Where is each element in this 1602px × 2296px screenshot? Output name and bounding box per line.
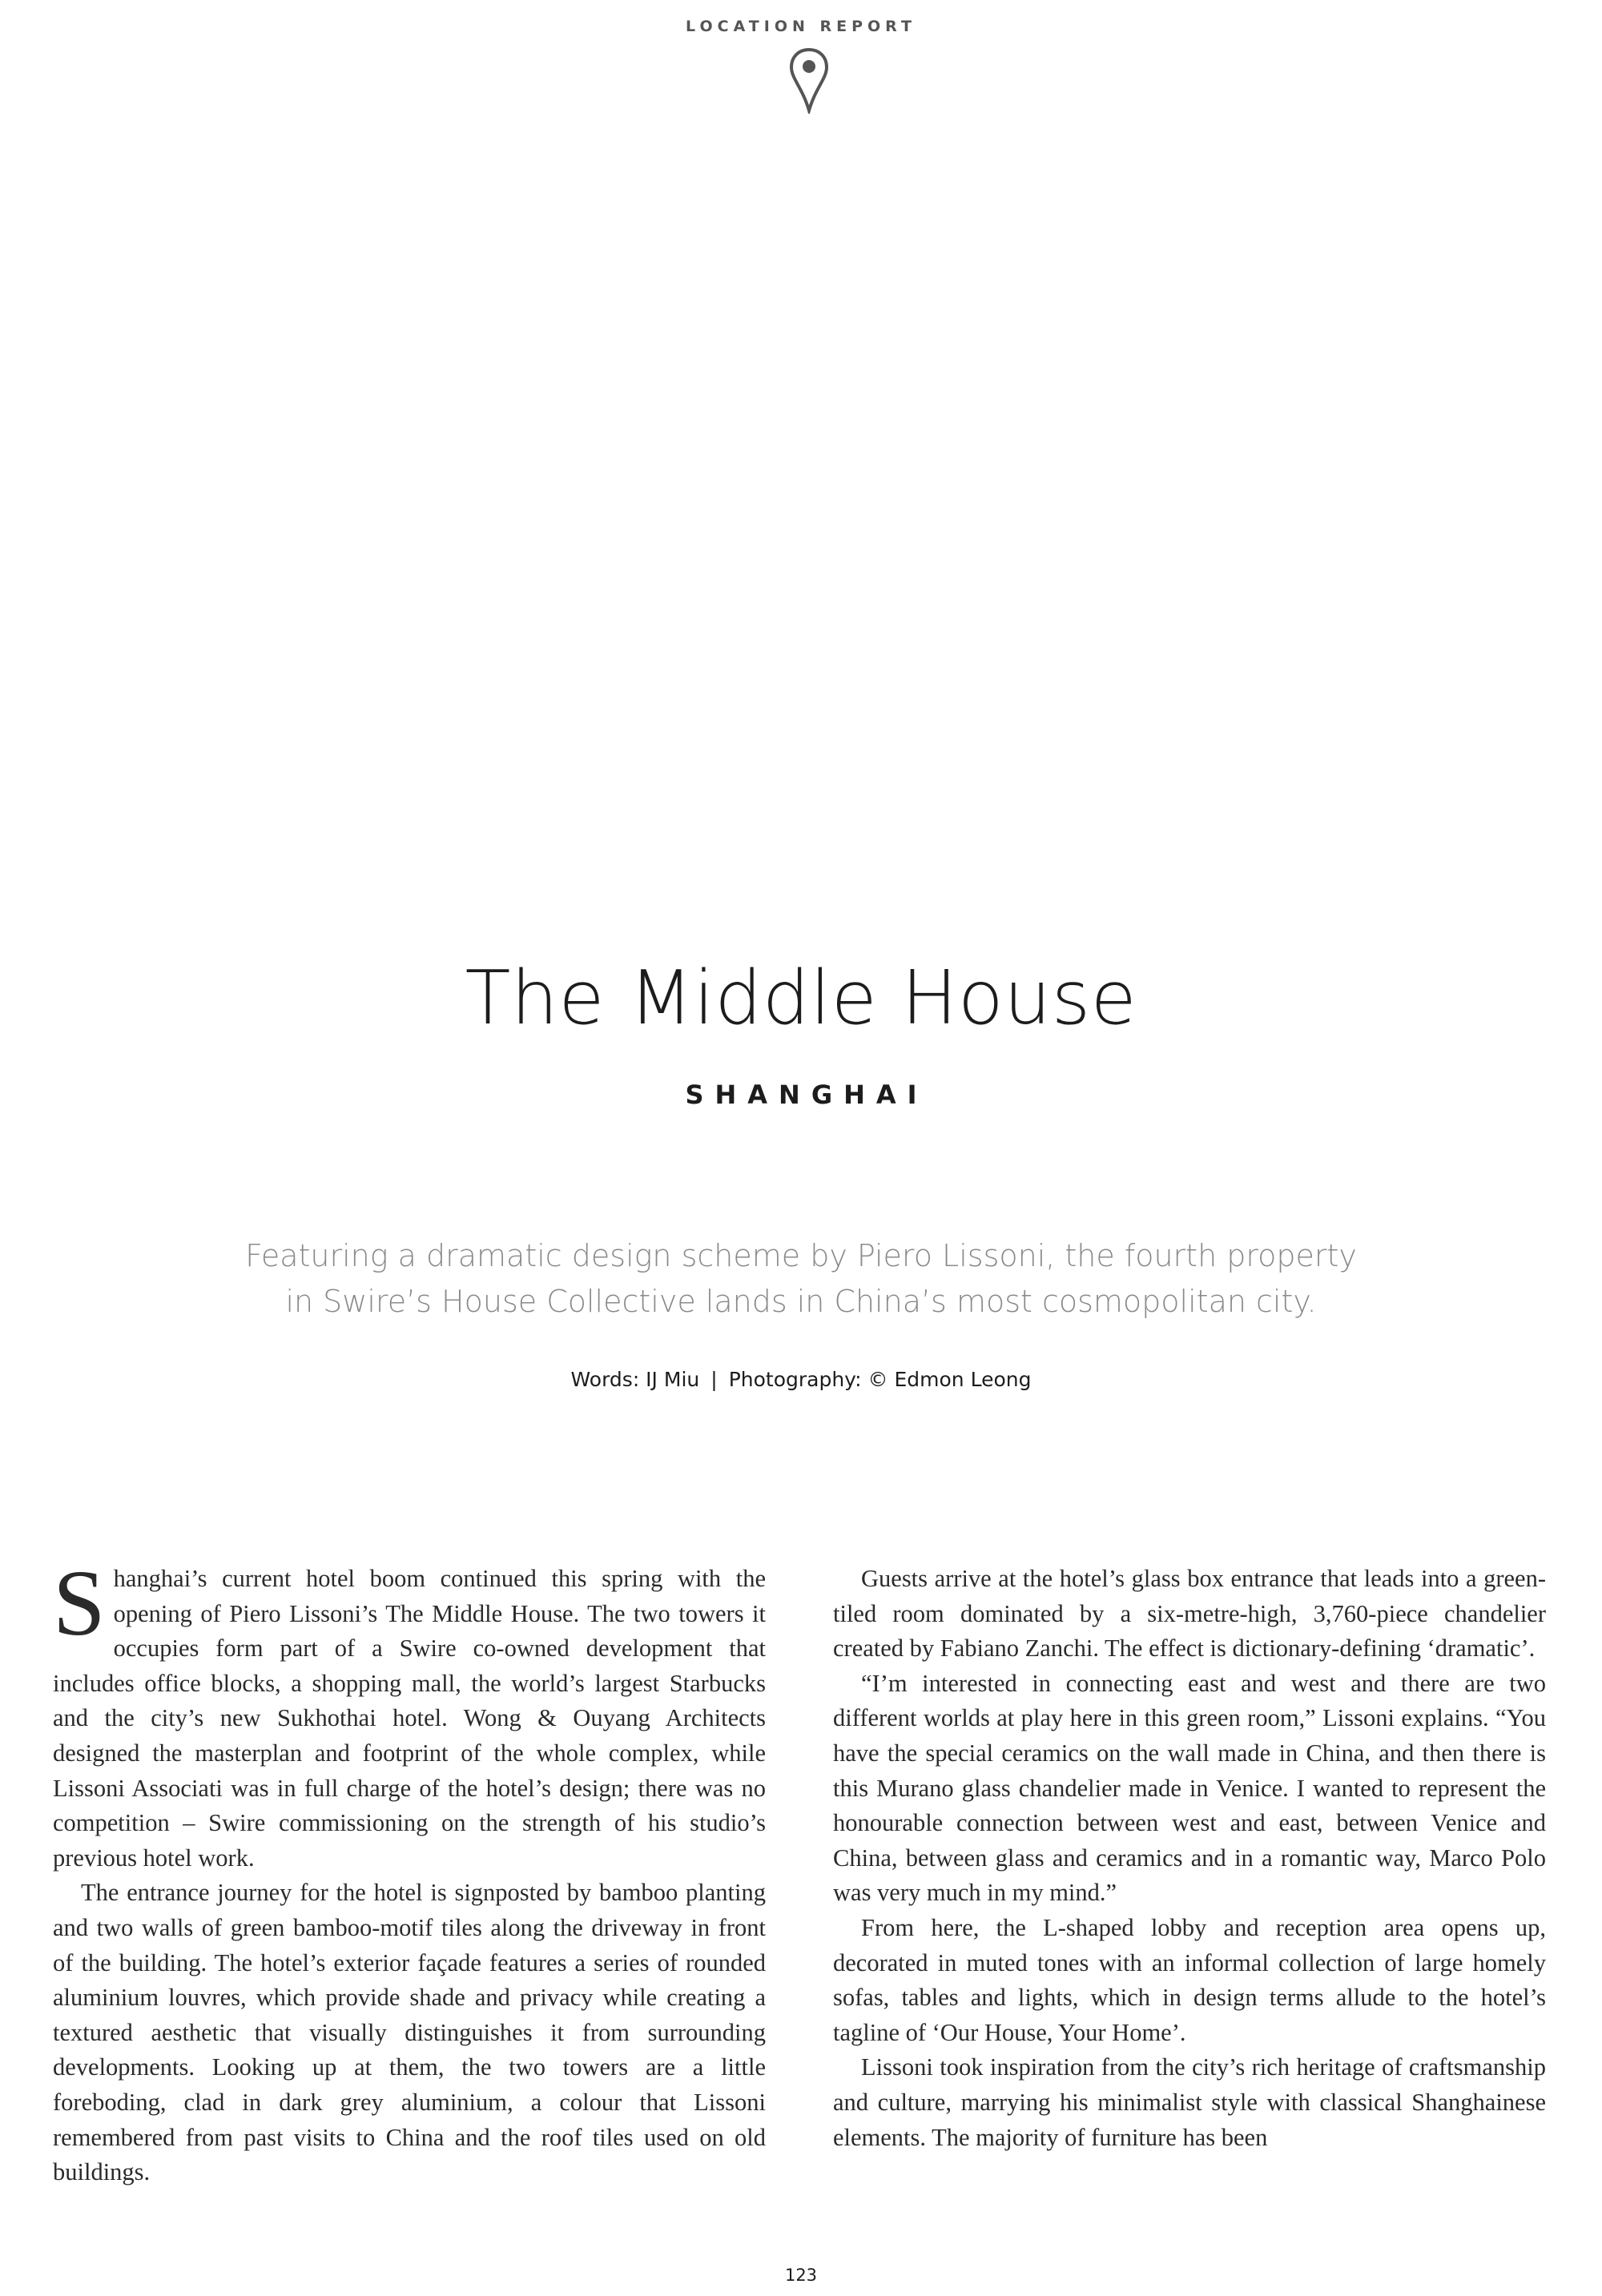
credits <box>0 1368 1602 1391</box>
body-paragraph <box>53 1550 766 1876</box>
body-paragraph: Guests arrive at the hotel’s glass box entrance that leads into a green-tiled room dominated by a six-metre-high, 3,760-piece chandelier created by Fabiano Zanchi. The effect is dictionary-defining ‘dramatic’. <box>833 1565 1546 1663</box>
standfirst-line-2: in Swire’s House Collective lands in China’s most cosmopolitan city. <box>285 1284 1317 1319</box>
credits-separator: | <box>710 1368 718 1391</box>
body-paragraph: From here, the L-shaped lobby and reception area opens up, decorated in muted tones with an informal collection of large homely sofas, tables and lights, which in design terms allude to the hotel’s tagline of ‘Our House, Your Home’. <box>833 1913 1546 2046</box>
article-title: The Middle House <box>465 955 1137 1041</box>
body-paragraph: “I’m interested in connecting east and west and there are two different worlds at play here in this green room,” Lissoni explains. “You have the special ceramics on the wall made in China, and then there is this Murano glass chandelier made in Venice. I wanted to represent the honourable connection between west and east, between Venice and China, between glass and ceramics and in a romantic way, Marco Polo was very much in my mind.” <box>833 1669 1546 1907</box>
standfirst <box>160 1233 1442 1325</box>
article-city: SHANGHAI <box>685 1080 928 1110</box>
body-paragraph: The entrance journey for the hotel is signposted by bamboo planting and two walls of green bamboo-motif tiles along the driveway in front of the building. The hotel’s exterior façade features a series of rounded aluminium louvres, which provide shade and privacy while creating a textured aesthetic that visually distinguishes it from surrounding developments. Looking up at them, the two towers are a little foreboding, clad in dark grey aluminium, a colour that Lissoni remembered from past visits to China and the roof tiles used on old buildings. <box>53 1879 766 2186</box>
photo-credit: Photography: © Edmon Leong <box>728 1368 1032 1391</box>
body-column-right <box>833 1562 1546 2155</box>
location-pin-icon <box>787 46 831 114</box>
drop-cap: S <box>53 1550 106 1655</box>
body-column-left <box>53 1550 766 2190</box>
page-number: 123 <box>784 2266 818 2285</box>
words-credit: Words: IJ Miu <box>570 1368 700 1391</box>
section-label: LOCATION REPORT <box>686 18 916 35</box>
paragraph-text: hanghai’s current hotel boom continued this spring with the opening of Piero Lissoni’s The Middle House. The two towers it occupies form part of a Swire co-owned development that includes office blocks, a shopping mall, the world’s largest Starbucks and the city’s new Sukhothai hotel. Wong & Ouyang Architects designed the masterplan and footprint of the whole complex, while Lissoni Associati was in full charge of the hotel’s design; there was no competition – Swire commissioning on the strength of his studio’s previous hotel work. <box>53 1565 766 1872</box>
body-paragraph: Lissoni took inspiration from the city’s rich heritage of craftsmanship and culture, marrying his minimalist style with classical Shanghainese elements. The majority of furniture has been <box>833 2053 1546 2151</box>
standfirst-line-1: Featuring a dramatic design scheme by Piero Lissoni, the fourth property <box>245 1238 1357 1273</box>
